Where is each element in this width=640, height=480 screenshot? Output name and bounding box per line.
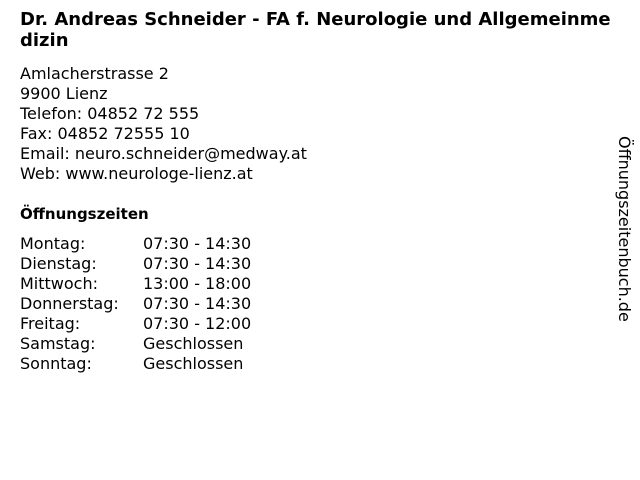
hours-day: Samstag: [20, 334, 96, 353]
hours-day: Donnerstag: [20, 294, 119, 313]
fax-number: Fax: 04852 72555 10 [20, 124, 190, 143]
hours-row-sunday [20, 354, 251, 374]
email-address: Email: neuro.schneider@medway.at [20, 144, 307, 163]
hours-row-saturday [20, 334, 251, 354]
hours-row-tuesday [20, 254, 251, 274]
website-address: Web: www.neurologe-lienz.at [20, 164, 253, 183]
opening-hours-table [20, 234, 251, 374]
practice-title: Dr. Andreas Schneider - FA f. Neurologie und Allgemeinmedizin [20, 9, 611, 51]
hours-day: Mittwoch: [20, 274, 98, 293]
hours-time: 13:00 - 18:00 [143, 274, 252, 293]
hours-row-monday [20, 234, 251, 254]
city-postal-code: 9900 Lienz [20, 84, 108, 103]
address-block [20, 64, 307, 184]
hours-day: Sonntag: [20, 354, 92, 373]
hours-time: 07:30 - 14:30 [143, 234, 252, 253]
opening-hours-heading: Öffnungszeiten [20, 205, 149, 223]
hours-time: 07:30 - 14:30 [143, 254, 252, 273]
hours-time: 07:30 - 12:00 [143, 314, 252, 333]
hours-time: 07:30 - 14:30 [143, 294, 252, 313]
hours-row-wednesday [20, 274, 251, 294]
hours-day: Montag: [20, 234, 86, 253]
street-address: Amlacherstrasse 2 [20, 64, 169, 83]
hours-row-thursday [20, 294, 251, 314]
hours-day: Freitag: [20, 314, 81, 333]
hours-row-friday [20, 314, 251, 334]
hours-time: Geschlossen [143, 354, 244, 373]
phone-number: Telefon: 04852 72 555 [20, 104, 200, 123]
brand-watermark: Öffnungszeitenbuch.de [615, 136, 634, 322]
hours-day: Dienstag: [20, 254, 97, 273]
hours-time: Geschlossen [143, 334, 244, 353]
